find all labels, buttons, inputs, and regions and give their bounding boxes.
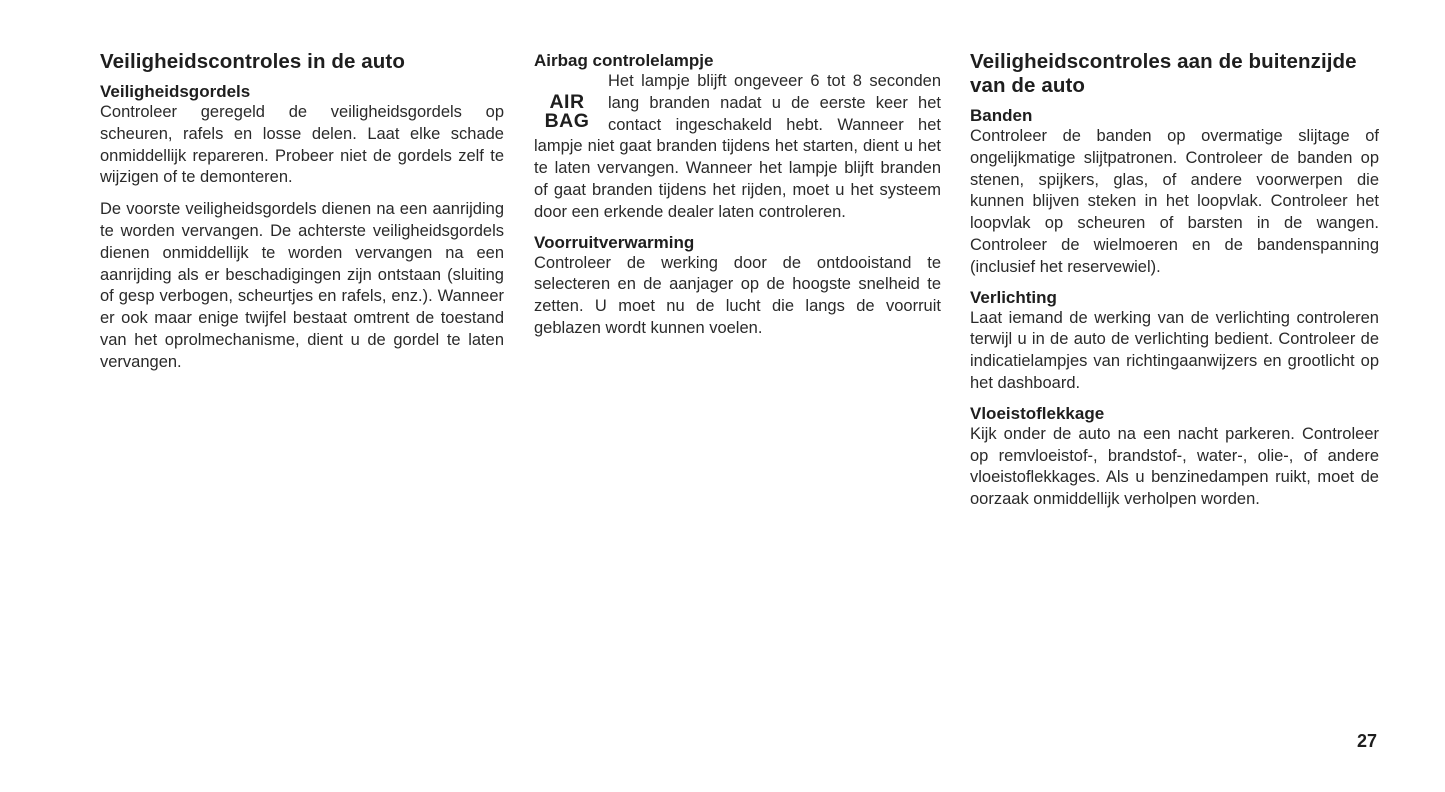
paragraph-seatbelts-2: De voorste veiligheidsgordels dienen na een aanrijding te worden vervangen. De achterste veiligheidsgordels dienen onmiddellijk te worden vervangen na een aanrijding als er beschadigingen zijn ontstaan (sluiting of gesp verbogen, scheurtjes en rafels, enz.). Wanneer er ook maar enige twijfel bestaat omtrent de toestand van het oprolmechanisme, dient u de gordel te laten vervangen.	[100, 200, 504, 371]
paragraph-fluid-leak: Kijk onder de auto na een nacht parkeren. Controleer op remvloeistof-, brandstof-, water-, olie-, of andere vloeistoflekkages. Als u benzinedampen ruikt, moet de oorzaak onmiddellijk verholpen worden.	[970, 424, 1379, 509]
heading-seatbelts: Veiligheidsgordels	[100, 82, 251, 101]
heading-lights: Verlichting	[970, 287, 1057, 307]
paragraph-defrost: Controleer de werking door de ontdooistand te selecteren en de aanjager op de hoogste snelheid te zetten. U moet nu de lucht die langs de voorruit geblazen wordt kunnen voelen.	[534, 253, 941, 337]
page-number: 27	[1357, 731, 1378, 751]
paragraph-airbag: Het lampje blijft ongeveer 6 tot 8 seconden lang branden nadat u de eerste keer het contact ingeschakeld hebt. Wanneer het lampje niet gaat branden tijdens het starten, dient u het te laten vervangen. Wanneer het lampje blijft branden of gaat branden tijdens het rijden, moet u het systeem door een erkende dealer laten controleren.	[534, 72, 941, 221]
heading-airbag-lamp: Airbag controlelampje	[534, 51, 714, 70]
paragraph-tires: Controleer de banden op overmatige slijtage of ongelijkmatige slijtpatronen. Controleer de banden op stenen, spijkers, glas, of andere voorwerpen die kunnen blijven steken in het loopvlak. Controleer het loopvlak op scheuren of barsten in de wangen. Controleer de wielmoeren en de bandenspanning (inclusief het reservewiel).	[970, 127, 1379, 276]
section-title-exterior: Veiligheidscontroles aan de buitenzijde van de auto	[970, 50, 1357, 97]
column-interior-checks	[100, 50, 504, 374]
column-airbag-defrost	[534, 50, 941, 340]
heading-fluid-leak: Vloeistoflekkage	[970, 403, 1105, 423]
airbag-icon-line2: BAG	[544, 110, 590, 132]
airbag-block	[534, 71, 941, 224]
heading-defrost: Voorruitverwarming	[534, 232, 695, 252]
heading-tires: Banden	[970, 106, 1033, 125]
paragraph-seatbelts-1: Controleer geregeld de veiligheidsgordels op scheuren, rafels en losse delen. Laat elke schade onmiddellijk repareren. Probeer niet de gordels zelf te wijzigen of te demonteren.	[100, 103, 504, 187]
column-exterior-checks	[970, 50, 1379, 511]
airbag-icon-line1: AIR	[549, 91, 585, 113]
airbag-icon	[534, 93, 600, 131]
paragraph-lights: Laat iemand de werking van de verlichting controleren terwijl u in de auto de verlichting bedient. Controleer de indicatielampjes van richtingaanwijzers en grootlicht op het dashboard.	[970, 308, 1379, 392]
section-title-interior: Veiligheidscontroles in de auto	[100, 50, 405, 73]
